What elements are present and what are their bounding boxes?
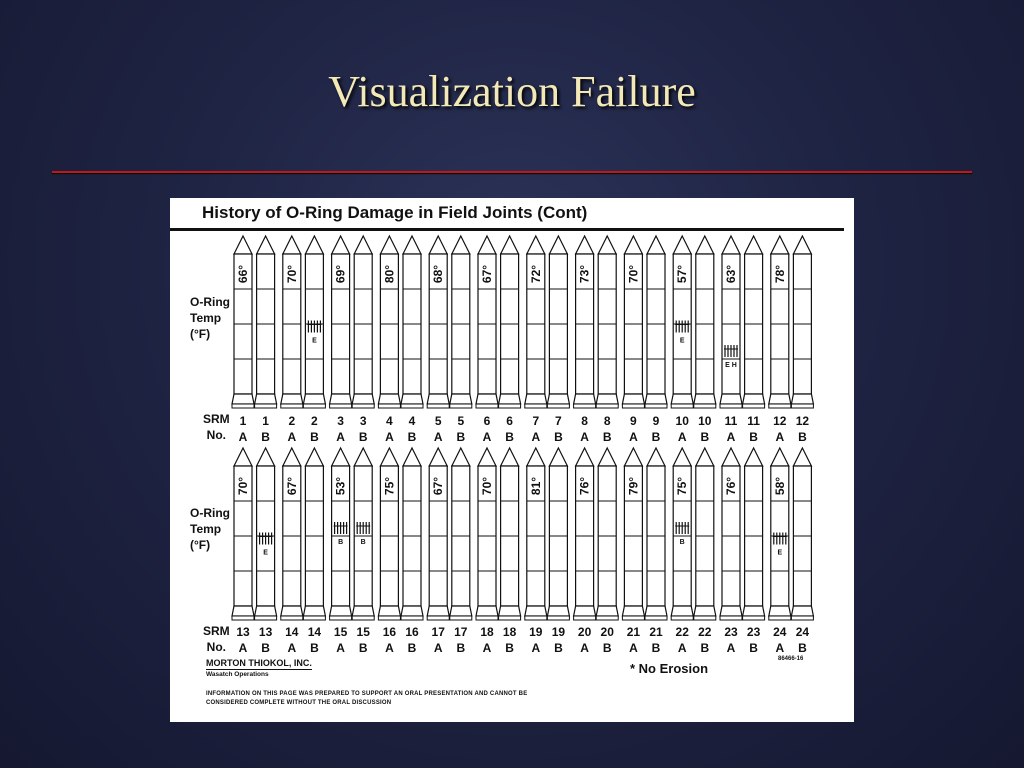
srm-number-21-a: 21 <box>626 625 641 639</box>
rocket-7-a <box>525 236 547 408</box>
motor-letter-19-b: B <box>554 641 563 655</box>
temp-6: 67° <box>480 264 494 284</box>
srm-number-23-b: 23 <box>746 625 761 639</box>
srm-number-13-b: 13 <box>258 625 273 639</box>
rocket-21-a <box>622 448 644 620</box>
motor-letter-1-a: A <box>238 430 248 444</box>
motor-letter-24-a: A <box>775 641 785 655</box>
rocket-7-b <box>547 236 569 408</box>
motor-letter-6-a: A <box>482 430 492 444</box>
rocket-5-b <box>450 236 472 408</box>
temp-label-row-1: O-Ring Temp (°F) <box>190 295 230 341</box>
temp-20: 76° <box>577 476 592 496</box>
temp-1: 66° <box>236 264 250 284</box>
srm-number-8-b: 8 <box>603 414 611 428</box>
srm-number-9-b: 9 <box>652 414 660 428</box>
motor-letter-19-a: A <box>531 641 541 655</box>
rocket-2-a <box>281 236 303 408</box>
rocket-20-a <box>574 448 596 620</box>
rocket-17-b <box>450 448 472 620</box>
svg-text:E: E <box>679 337 685 345</box>
motor-letter-16-b: B <box>407 641 417 655</box>
rocket-20-b <box>596 448 618 620</box>
temp-5: 68° <box>431 264 446 284</box>
rocket-5-a <box>427 236 449 408</box>
srm-label-row-2: SRM No. <box>203 624 230 654</box>
srm-number-21-b: 21 <box>649 625 663 639</box>
motor-letter-20-b: B <box>602 641 612 655</box>
motor-letter-2-a: A <box>287 430 297 444</box>
temp-13: 70° <box>236 476 250 496</box>
srm-number-6-a: 6 <box>483 414 491 428</box>
srm-number-15-b: 15 <box>356 625 370 639</box>
srm-number-20-a: 20 <box>577 625 592 639</box>
oring-damage-figure <box>170 198 854 722</box>
srm-number-12-b: 12 <box>795 414 810 428</box>
motor-letter-3-a: A <box>336 430 345 444</box>
rocket-22-b <box>694 448 716 620</box>
srm-number-5-b: 5 <box>457 414 465 428</box>
srm-number-18-a: 18 <box>480 625 494 639</box>
rocket-3-b <box>352 236 374 408</box>
slide-title: Visualization Failure <box>328 67 696 116</box>
srm-number-15-a: 15 <box>333 625 348 639</box>
motor-letter-21-a: A <box>629 641 638 655</box>
motor-letter-21-b: B <box>651 641 661 655</box>
rocket-1-b <box>255 236 277 408</box>
srm-number-3-a: 3 <box>337 414 344 428</box>
rocket-8-a <box>574 236 596 408</box>
motor-letter-12-a: A <box>775 430 785 444</box>
svg-text:E: E <box>777 549 783 557</box>
rocket-16-a <box>378 448 400 620</box>
motor-letter-4-b: B <box>407 430 417 444</box>
motor-letter-9-a: A <box>629 430 638 444</box>
temp-17: 67° <box>431 476 446 496</box>
rocket-9-a <box>622 236 644 408</box>
rocket-11-a <box>720 236 742 408</box>
srm-number-1-b: 1 <box>262 414 269 428</box>
motor-letter-2-b: B <box>310 430 319 444</box>
rocket-18-a <box>476 448 498 620</box>
motor-letter-14-a: A <box>287 641 297 655</box>
motor-letter-7-a: A <box>531 430 541 444</box>
rocket-6-a <box>476 236 498 408</box>
motor-letter-14-b: B <box>310 641 319 655</box>
motor-letter-11-a: A <box>726 430 736 444</box>
srm-number-16-b: 16 <box>405 625 419 639</box>
temp-4: 80° <box>382 264 397 284</box>
srm-number-19-b: 19 <box>551 625 566 639</box>
company-division: Wasatch Operations <box>206 671 269 678</box>
motor-letter-6-b: B <box>505 430 514 444</box>
svg-text:E: E <box>312 337 317 345</box>
motor-letter-22-b: B <box>700 641 710 655</box>
srm-number-20-b: 20 <box>600 625 614 639</box>
rocket-18-b <box>499 448 521 620</box>
legend-no-erosion: * No Erosion <box>630 661 709 676</box>
srm-label-row-1: SRM No. <box>203 412 230 442</box>
srm-number-6-b: 6 <box>506 414 513 428</box>
temp-label-row-2: O-Ring Temp (°F) <box>190 506 230 552</box>
temp-24: 58° <box>772 476 787 496</box>
motor-letter-17-b: B <box>456 641 466 655</box>
motor-letter-10-b: B <box>700 430 710 444</box>
srm-number-10-a: 10 <box>675 414 689 428</box>
motor-letter-5-a: A <box>433 430 443 444</box>
svg-text:E H: E H <box>725 362 737 369</box>
srm-number-10-b: 10 <box>698 414 712 428</box>
srm-number-22-a: 22 <box>675 625 689 639</box>
temp-10: 57° <box>675 264 690 284</box>
motor-letter-12-b: B <box>798 430 807 444</box>
rocket-13-a <box>232 448 254 620</box>
srm-number-1-a: 1 <box>239 414 247 428</box>
motor-letter-22-a: A <box>677 641 687 655</box>
disclaimer-note: INFORMATION ON THIS PAGE WAS PREPARED TO SUPPORT AN ORAL PRESENTATION AND CANNOT BE CONSIDERED COMPLETE WITHOUT THE ORAL DISCUSSION <box>206 691 528 706</box>
srm-number-11-b: 11 <box>747 414 760 428</box>
figure-title: History of O-Ring Damage in Field Joints (Cont) <box>202 203 588 222</box>
rocket-23-b <box>743 448 765 620</box>
rocket-8-b <box>596 236 618 408</box>
srm-number-2-a: 2 <box>288 414 296 428</box>
motor-letter-23-a: A <box>726 641 736 655</box>
srm-number-22-b: 22 <box>698 625 712 639</box>
srm-number-13-a: 13 <box>236 625 250 639</box>
temp-14: 67° <box>284 476 299 496</box>
temp-21: 79° <box>626 476 641 496</box>
motor-letter-4-a: A <box>385 430 394 444</box>
motor-letter-11-b: B <box>749 430 758 444</box>
srm-number-24-a: 24 <box>773 625 787 639</box>
temp-8: 73° <box>577 264 592 284</box>
rocket-10-b <box>694 236 716 408</box>
srm-number-16-a: 16 <box>382 625 397 639</box>
rocket-3-a <box>330 236 352 408</box>
temp-11: 63° <box>724 264 738 284</box>
srm-number-11-a: 11 <box>724 414 738 428</box>
motor-letter-23-b: B <box>749 641 758 655</box>
srm-number-18-b: 18 <box>502 625 517 639</box>
rocket-16-b <box>401 448 423 620</box>
temp-3: 69° <box>333 264 348 284</box>
rocket-19-a <box>525 448 547 620</box>
srm-number-24-b: 24 <box>795 625 810 639</box>
motor-letter-20-a: A <box>580 641 589 655</box>
motor-letter-1-b: B <box>261 430 270 444</box>
motor-letter-5-b: B <box>456 430 466 444</box>
temp-18: 70° <box>480 476 494 496</box>
motor-letter-17-a: A <box>433 641 443 655</box>
temp-12: 78° <box>772 264 787 284</box>
rocket-23-a <box>720 448 742 620</box>
srm-number-8-a: 8 <box>581 414 588 428</box>
temp-23: 76° <box>724 476 738 496</box>
motor-letter-9-b: B <box>651 430 661 444</box>
rocket-6-b <box>499 236 521 408</box>
srm-number-17-b: 17 <box>454 625 468 639</box>
company-name: MORTON THIOKOL, INC. <box>206 658 312 668</box>
rocket-12-a <box>769 236 791 408</box>
rocket-14-b <box>303 448 325 620</box>
motor-letter-7-b: B <box>554 430 563 444</box>
srm-number-12-a: 12 <box>773 414 787 428</box>
srm-number-9-a: 9 <box>630 414 637 428</box>
rocket-11-b <box>743 236 765 408</box>
rocket-9-b <box>645 236 667 408</box>
srm-number-7-b: 7 <box>555 414 562 428</box>
svg-text:B: B <box>338 539 344 546</box>
temp-22: 75° <box>675 476 690 496</box>
rocket-19-b <box>547 448 569 620</box>
rocket-24-b <box>791 448 813 620</box>
temp-19: 81° <box>528 476 543 496</box>
srm-number-3-b: 3 <box>359 414 367 428</box>
motor-letter-13-a: A <box>238 641 248 655</box>
temp-9: 70° <box>626 264 641 284</box>
document-code: 86466-16 <box>778 656 804 662</box>
srm-number-2-b: 2 <box>311 414 318 428</box>
temp-15: 53° <box>333 476 348 496</box>
motor-letter-18-a: A <box>482 641 492 655</box>
rocket-4-a <box>378 236 400 408</box>
srm-number-23-a: 23 <box>724 625 738 639</box>
svg-text:B: B <box>360 539 366 546</box>
srm-number-17-a: 17 <box>431 625 445 639</box>
motor-letter-10-a: A <box>677 430 687 444</box>
motor-letter-15-b: B <box>358 641 368 655</box>
temp-7: 72° <box>528 264 543 284</box>
motor-letter-8-a: A <box>580 430 589 444</box>
srm-number-7-a: 7 <box>532 414 540 428</box>
svg-text:B: B <box>679 539 685 546</box>
motor-letter-13-b: B <box>261 641 270 655</box>
temp-16: 75° <box>382 476 397 496</box>
rocket-grid <box>170 198 854 722</box>
srm-number-14-b: 14 <box>307 625 322 639</box>
motor-letter-16-a: A <box>385 641 394 655</box>
motor-letter-3-b: B <box>358 430 368 444</box>
motor-letter-8-b: B <box>602 430 612 444</box>
rocket-12-b <box>791 236 813 408</box>
srm-number-14-a: 14 <box>285 625 299 639</box>
rocket-4-b <box>401 236 423 408</box>
motor-letter-18-b: B <box>505 641 514 655</box>
rocket-21-b <box>645 448 667 620</box>
srm-number-19-a: 19 <box>529 625 543 639</box>
srm-number-5-a: 5 <box>434 414 442 428</box>
motor-letter-15-a: A <box>336 641 345 655</box>
rocket-1-a <box>232 236 254 408</box>
srm-number-4-b: 4 <box>408 414 416 428</box>
srm-number-4-a: 4 <box>386 414 393 428</box>
rocket-14-a <box>281 448 303 620</box>
motor-letter-24-b: B <box>798 641 807 655</box>
title-divider <box>52 171 972 173</box>
rocket-17-a <box>427 448 449 620</box>
svg-text:E: E <box>263 549 268 557</box>
temp-2: 70° <box>284 264 299 284</box>
